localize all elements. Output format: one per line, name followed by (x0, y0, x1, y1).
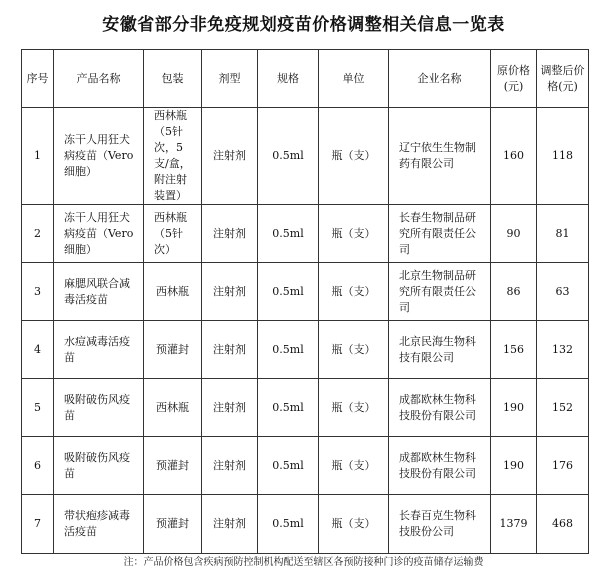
cell-dosage-form: 注射剂 (202, 495, 258, 554)
table-row (22, 108, 589, 205)
cell-packaging: 西林瓶 (144, 263, 202, 321)
cell-specification: 0.5ml (258, 495, 319, 554)
cell-unit: 瓶（支） (319, 321, 389, 379)
header-product-name: 产品名称 (54, 50, 144, 108)
table-row (22, 321, 589, 379)
cell-index: 7 (22, 495, 54, 554)
cell-original-price: 160 (491, 108, 537, 205)
cell-index: 5 (22, 379, 54, 437)
cell-packaging: 西林瓶（5针次） (144, 205, 202, 263)
header-index: 序号 (22, 50, 54, 108)
cell-packaging: 预灌封 (144, 495, 202, 554)
cell-original-price: 190 (491, 379, 537, 437)
cell-product-name: 冻干人用狂犬病疫苗（Vero细胞） (54, 205, 144, 263)
cell-adjusted-price: 118 (537, 108, 589, 205)
table-row (22, 205, 589, 263)
cell-unit: 瓶（支） (319, 379, 389, 437)
page-title: 安徽省部分非免疫规划疫苗价格调整相关信息一览表 (102, 15, 505, 35)
header-packaging: 包装 (144, 50, 202, 108)
cell-index: 2 (22, 205, 54, 263)
table-row (22, 263, 589, 321)
cell-unit: 瓶（支） (319, 495, 389, 554)
cell-product-name: 水痘减毒活疫苗 (54, 321, 144, 379)
cell-product-name: 吸附破伤风疫苗 (54, 379, 144, 437)
cell-specification: 0.5ml (258, 108, 319, 205)
cell-dosage-form: 注射剂 (202, 321, 258, 379)
cell-company: 北京民海生物科技有限公司 (389, 321, 491, 379)
cell-packaging: 西林瓶 (144, 379, 202, 437)
cell-original-price: 90 (491, 205, 537, 263)
cell-adjusted-price: 152 (537, 379, 589, 437)
header-dosage-form: 剂型 (202, 50, 258, 108)
cell-dosage-form: 注射剂 (202, 379, 258, 437)
cell-product-name: 吸附破伤风疫苗 (54, 437, 144, 495)
header-company: 企业名称 (389, 50, 491, 108)
cell-specification: 0.5ml (258, 205, 319, 263)
cell-unit: 瓶（支） (319, 108, 389, 205)
cell-specification: 0.5ml (258, 321, 319, 379)
cell-dosage-form: 注射剂 (202, 437, 258, 495)
cell-specification: 0.5ml (258, 437, 319, 495)
cell-original-price: 1379 (491, 495, 537, 554)
cell-adjusted-price: 132 (537, 321, 589, 379)
cell-adjusted-price: 176 (537, 437, 589, 495)
cell-index: 1 (22, 108, 54, 205)
cell-unit: 瓶（支） (319, 437, 389, 495)
table-header-row (22, 50, 589, 108)
cell-original-price: 86 (491, 263, 537, 321)
cell-company: 长春百克生物科技股份公司 (389, 495, 491, 554)
cell-adjusted-price: 63 (537, 263, 589, 321)
table-row (22, 379, 589, 437)
cell-packaging: 预灌封 (144, 437, 202, 495)
cell-product-name: 冻干人用狂犬病疫苗（Vero细胞） (54, 108, 144, 205)
cell-index: 6 (22, 437, 54, 495)
vaccine-price-table (21, 49, 589, 554)
header-original-price: 原价格(元) (491, 50, 537, 108)
cell-company: 长春生物制品研究所有限责任公司 (389, 205, 491, 263)
cell-packaging: 预灌封 (144, 321, 202, 379)
cell-product-name: 麻腮风联合减毒活疫苗 (54, 263, 144, 321)
cell-dosage-form: 注射剂 (202, 263, 258, 321)
cell-index: 3 (22, 263, 54, 321)
cell-original-price: 190 (491, 437, 537, 495)
cell-company: 辽宁依生生物制药有限公司 (389, 108, 491, 205)
cell-dosage-form: 注射剂 (202, 108, 258, 205)
table-footnote: 注：产品价格包含疾病预防控制机构配送至辖区各预防接种门诊的疫苗储存运输费 (123, 557, 484, 568)
cell-company: 北京生物制品研究所有限责任公司 (389, 263, 491, 321)
cell-original-price: 156 (491, 321, 537, 379)
cell-unit: 瓶（支） (319, 205, 389, 263)
cell-adjusted-price: 468 (537, 495, 589, 554)
cell-unit: 瓶（支） (319, 263, 389, 321)
cell-company: 成都欧林生物科技股份有限公司 (389, 437, 491, 495)
cell-adjusted-price: 81 (537, 205, 589, 263)
cell-dosage-form: 注射剂 (202, 205, 258, 263)
header-specification: 规格 (258, 50, 319, 108)
cell-index: 4 (22, 321, 54, 379)
cell-product-name: 带状疱疹减毒活疫苗 (54, 495, 144, 554)
table-row (22, 495, 589, 554)
header-adjusted-price: 调整后价格(元) (537, 50, 589, 108)
header-unit: 单位 (319, 50, 389, 108)
cell-company: 成都欧林生物科技股份有限公司 (389, 379, 491, 437)
table-row (22, 437, 589, 495)
cell-specification: 0.5ml (258, 379, 319, 437)
cell-specification: 0.5ml (258, 263, 319, 321)
cell-packaging: 西林瓶（5针次，5支/盒，附注射装置） (144, 108, 202, 205)
